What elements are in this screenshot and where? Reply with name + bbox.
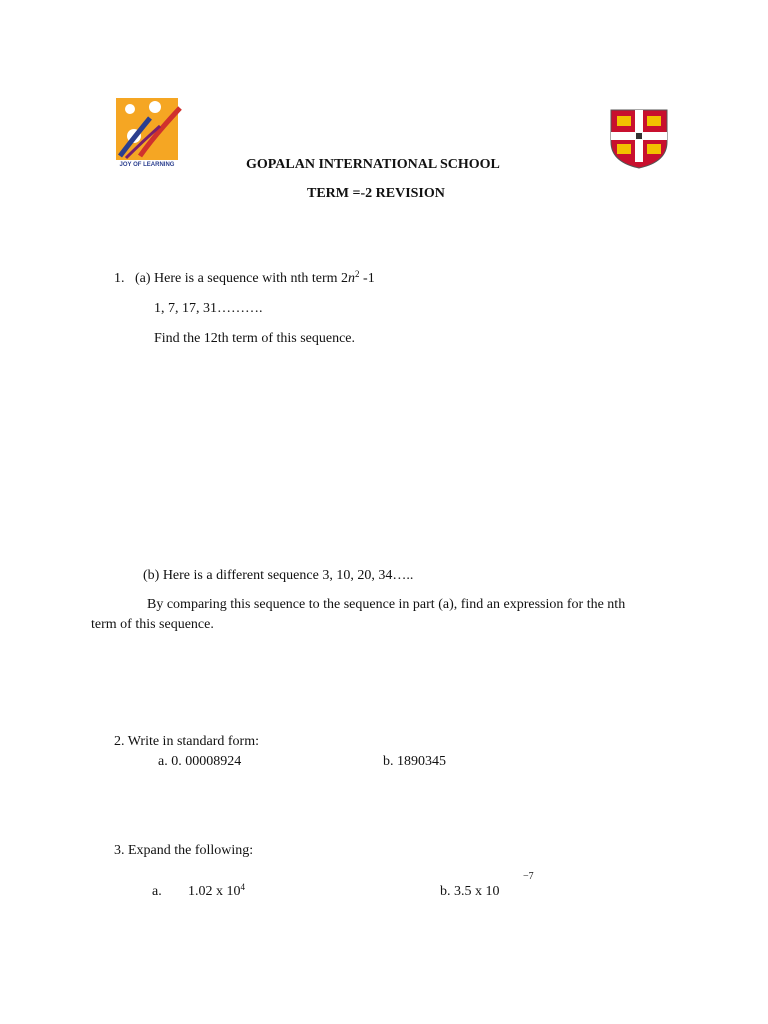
- q1-b-line1: By comparing this sequence to the sequence in part (a), find an expression for the nth: [147, 597, 626, 612]
- q1-a-prefix: (a) Here is a sequence with nth term: [135, 271, 342, 286]
- q3-a-base: 1.02 x 10: [188, 884, 241, 899]
- q3-heading: 3. Expand the following:: [114, 843, 254, 858]
- logo-tagline: JOY OF LEARNING: [119, 162, 175, 168]
- q1-a-exp: 2: [355, 269, 360, 279]
- q3-b-exp: −7: [523, 871, 534, 882]
- school-name: GOPALAN INTERNATIONAL SCHOOL: [246, 157, 500, 172]
- school-logo: [110, 96, 184, 174]
- q1-number: 1.: [114, 271, 125, 286]
- q3-a-label: a.: [152, 884, 162, 899]
- q1-a-task: Find the 12th term of this sequence.: [154, 331, 356, 346]
- q1-a-line: [114, 271, 375, 287]
- q1-b-line2: term of this sequence.: [91, 617, 214, 632]
- q1-a-coef: 2: [341, 271, 349, 286]
- cambridge-crest: [609, 108, 669, 170]
- q1-a-sequence: 1, 7, 17, 31……….: [154, 301, 263, 316]
- crest-shield-icon: [609, 108, 669, 170]
- q2-a: a. 0. 00008924: [158, 754, 242, 769]
- q1-a-suffix: -1: [359, 271, 375, 286]
- q3-b-base: b. 3.5 x 10: [440, 884, 500, 899]
- q2-b: b. 1890345: [383, 754, 446, 769]
- term-title: TERM =-2 REVISION: [307, 186, 445, 201]
- q3-a-exp: 4: [240, 882, 245, 892]
- q1-b-text: (b) Here is a different sequence 3, 10, 20, 34…..: [143, 568, 414, 583]
- q3-a-expression: [188, 884, 245, 900]
- q2-heading: 2. Write in standard form:: [114, 734, 259, 749]
- q1-a-var: n: [348, 271, 356, 286]
